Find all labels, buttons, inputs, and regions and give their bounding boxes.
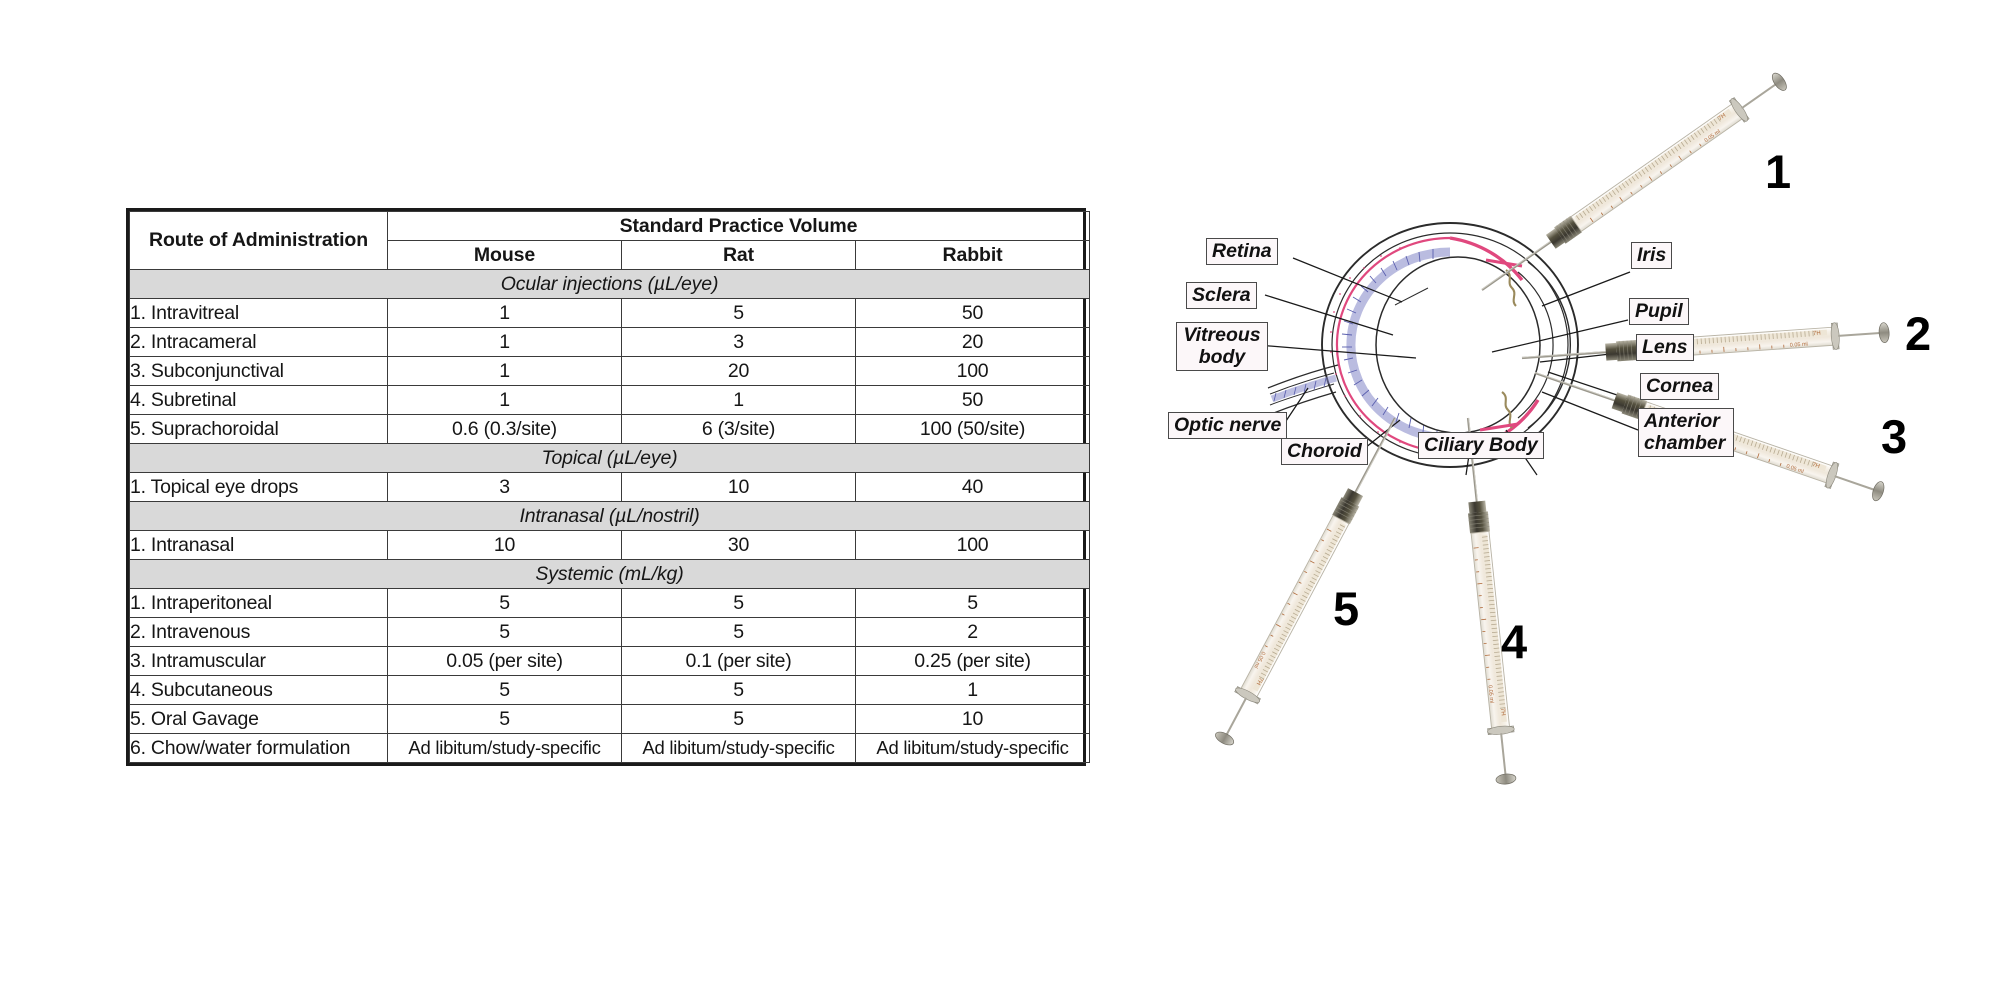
rat-cell: 5 [622,618,856,647]
label-retina: Retina [1206,238,1278,265]
route-cell: 6. Chow/water formulation [130,734,388,763]
label-pupil: Pupil [1629,298,1689,325]
rat-cell: 30 [622,531,856,560]
rabbit-cell: 100 (50/site) [856,415,1090,444]
mouse-cell: 10 [388,531,622,560]
rabbit-cell: 20 [856,328,1090,357]
table-row [130,531,1090,560]
table-row [130,589,1090,618]
syringe-number-5: 5 [1333,582,1360,635]
mouse-cell: 0.05 (per site) [388,647,622,676]
column-header-mouse: Mouse [388,241,622,270]
table-row [130,676,1090,705]
table-row [130,415,1090,444]
mouse-cell: 5 [388,705,622,734]
label-lens: Lens [1636,334,1694,361]
rabbit-cell: 100 [856,531,1090,560]
route-cell: 5. Suprachoroidal [130,415,388,444]
rabbit-cell: 50 [856,299,1090,328]
section-title-topical: Topical (µL/eye) [130,444,1090,473]
route-cell: 4. Subcutaneous [130,676,388,705]
rabbit-cell: 0.25 (per site) [856,647,1090,676]
mouse-cell: 5 [388,618,622,647]
table-header-row-1 [130,212,1090,241]
rabbit-cell: 2 [856,618,1090,647]
route-cell: 5. Oral Gavage [130,705,388,734]
table-head [130,212,1090,270]
label-vitreous-body-line2: body [1198,346,1246,369]
syringe-number-1: 1 [1765,145,1792,198]
column-group-header-volume: Standard Practice Volume [388,212,1090,241]
rat-cell: 5 [622,589,856,618]
route-cell: 3. Subconjunctival [130,357,388,386]
table-body [130,270,1090,763]
mouse-cell: 1 [388,328,622,357]
mouse-cell: 1 [388,357,622,386]
table-row [130,473,1090,502]
route-cell: 1. Intraperitoneal [130,589,388,618]
route-cell: 4. Subretinal [130,386,388,415]
section-header-row [130,270,1090,299]
label-ciliary-body: Ciliary Body [1418,432,1544,459]
syringe-number-2: 2 [1905,307,1932,360]
label-anterior-chamber-line1: Anterior [1644,410,1720,432]
eye-cross-section [1266,223,1578,467]
label-anterior-chamber-line2: chamber [1644,432,1726,455]
route-cell: 1. Intranasal [130,531,388,560]
section-header-row [130,502,1090,531]
eye-diagram-svg: 0.05 ml 7H [1150,130,1980,860]
table-row [130,734,1090,763]
volume-table [129,211,1090,763]
mouse-cell: 1 [388,386,622,415]
column-header-rabbit: Rabbit [856,241,1090,270]
rat-cell: 20 [622,357,856,386]
column-header-route: Route of Administration [130,212,388,270]
rat-cell: Ad libitum/study-specific [622,734,856,763]
eye-anatomy-diagram [1150,123,1980,860]
label-choroid: Choroid [1281,438,1368,465]
table-row [130,705,1090,734]
section-header-row [130,560,1090,589]
route-cell: 3. Intramuscular [130,647,388,676]
column-header-rat: Rat [622,241,856,270]
rat-cell: 5 [622,676,856,705]
administration-volume-table [126,208,1086,766]
table-row [130,299,1090,328]
rat-cell: 5 [622,705,856,734]
route-cell: 1. Topical eye drops [130,473,388,502]
rat-cell: 6 (3/site) [622,415,856,444]
table-row [130,328,1090,357]
rat-cell: 3 [622,328,856,357]
mouse-cell: Ad libitum/study-specific [388,734,622,763]
table-row [130,618,1090,647]
rat-cell: 10 [622,473,856,502]
label-vitreous-body-line1: Vitreous [1183,324,1261,346]
rabbit-cell: 1 [856,676,1090,705]
rabbit-cell: Ad libitum/study-specific [856,734,1090,763]
table-row [130,386,1090,415]
rabbit-cell: 5 [856,589,1090,618]
syringe-number-4: 4 [1501,615,1528,668]
route-cell: 2. Intracameral [130,328,388,357]
route-cell: 1. Intravitreal [130,299,388,328]
syringe-4-subretinal [1455,417,1520,786]
rabbit-cell: 40 [856,473,1090,502]
vitreous-body-cavity [1376,257,1540,433]
rabbit-cell: 10 [856,705,1090,734]
mouse-cell: 0.6 (0.3/site) [388,415,622,444]
mouse-cell: 3 [388,473,622,502]
label-anterior-chamber [1638,408,1734,457]
label-iris: Iris [1631,242,1672,269]
syringe-number-3: 3 [1881,410,1908,463]
section-header-row [130,444,1090,473]
route-cell: 2. Intravenous [130,618,388,647]
table-row [130,647,1090,676]
section-title-ocular-injections: Ocular injections (µL/eye) [130,270,1090,299]
label-vitreous-body [1176,322,1268,371]
section-title-systemic: Systemic (mL/kg) [130,560,1090,589]
table-row [130,357,1090,386]
label-cornea: Cornea [1640,373,1719,400]
mouse-cell: 5 [388,589,622,618]
label-optic-nerve: Optic nerve [1168,412,1287,439]
rabbit-cell: 50 [856,386,1090,415]
rat-cell: 5 [622,299,856,328]
section-title-intranasal: Intranasal (µL/nostril) [130,502,1090,531]
mouse-cell: 1 [388,299,622,328]
rat-cell: 0.1 (per site) [622,647,856,676]
mouse-cell: 5 [388,676,622,705]
rat-cell: 1 [622,386,856,415]
label-sclera: Sclera [1186,282,1257,309]
rabbit-cell: 100 [856,357,1090,386]
